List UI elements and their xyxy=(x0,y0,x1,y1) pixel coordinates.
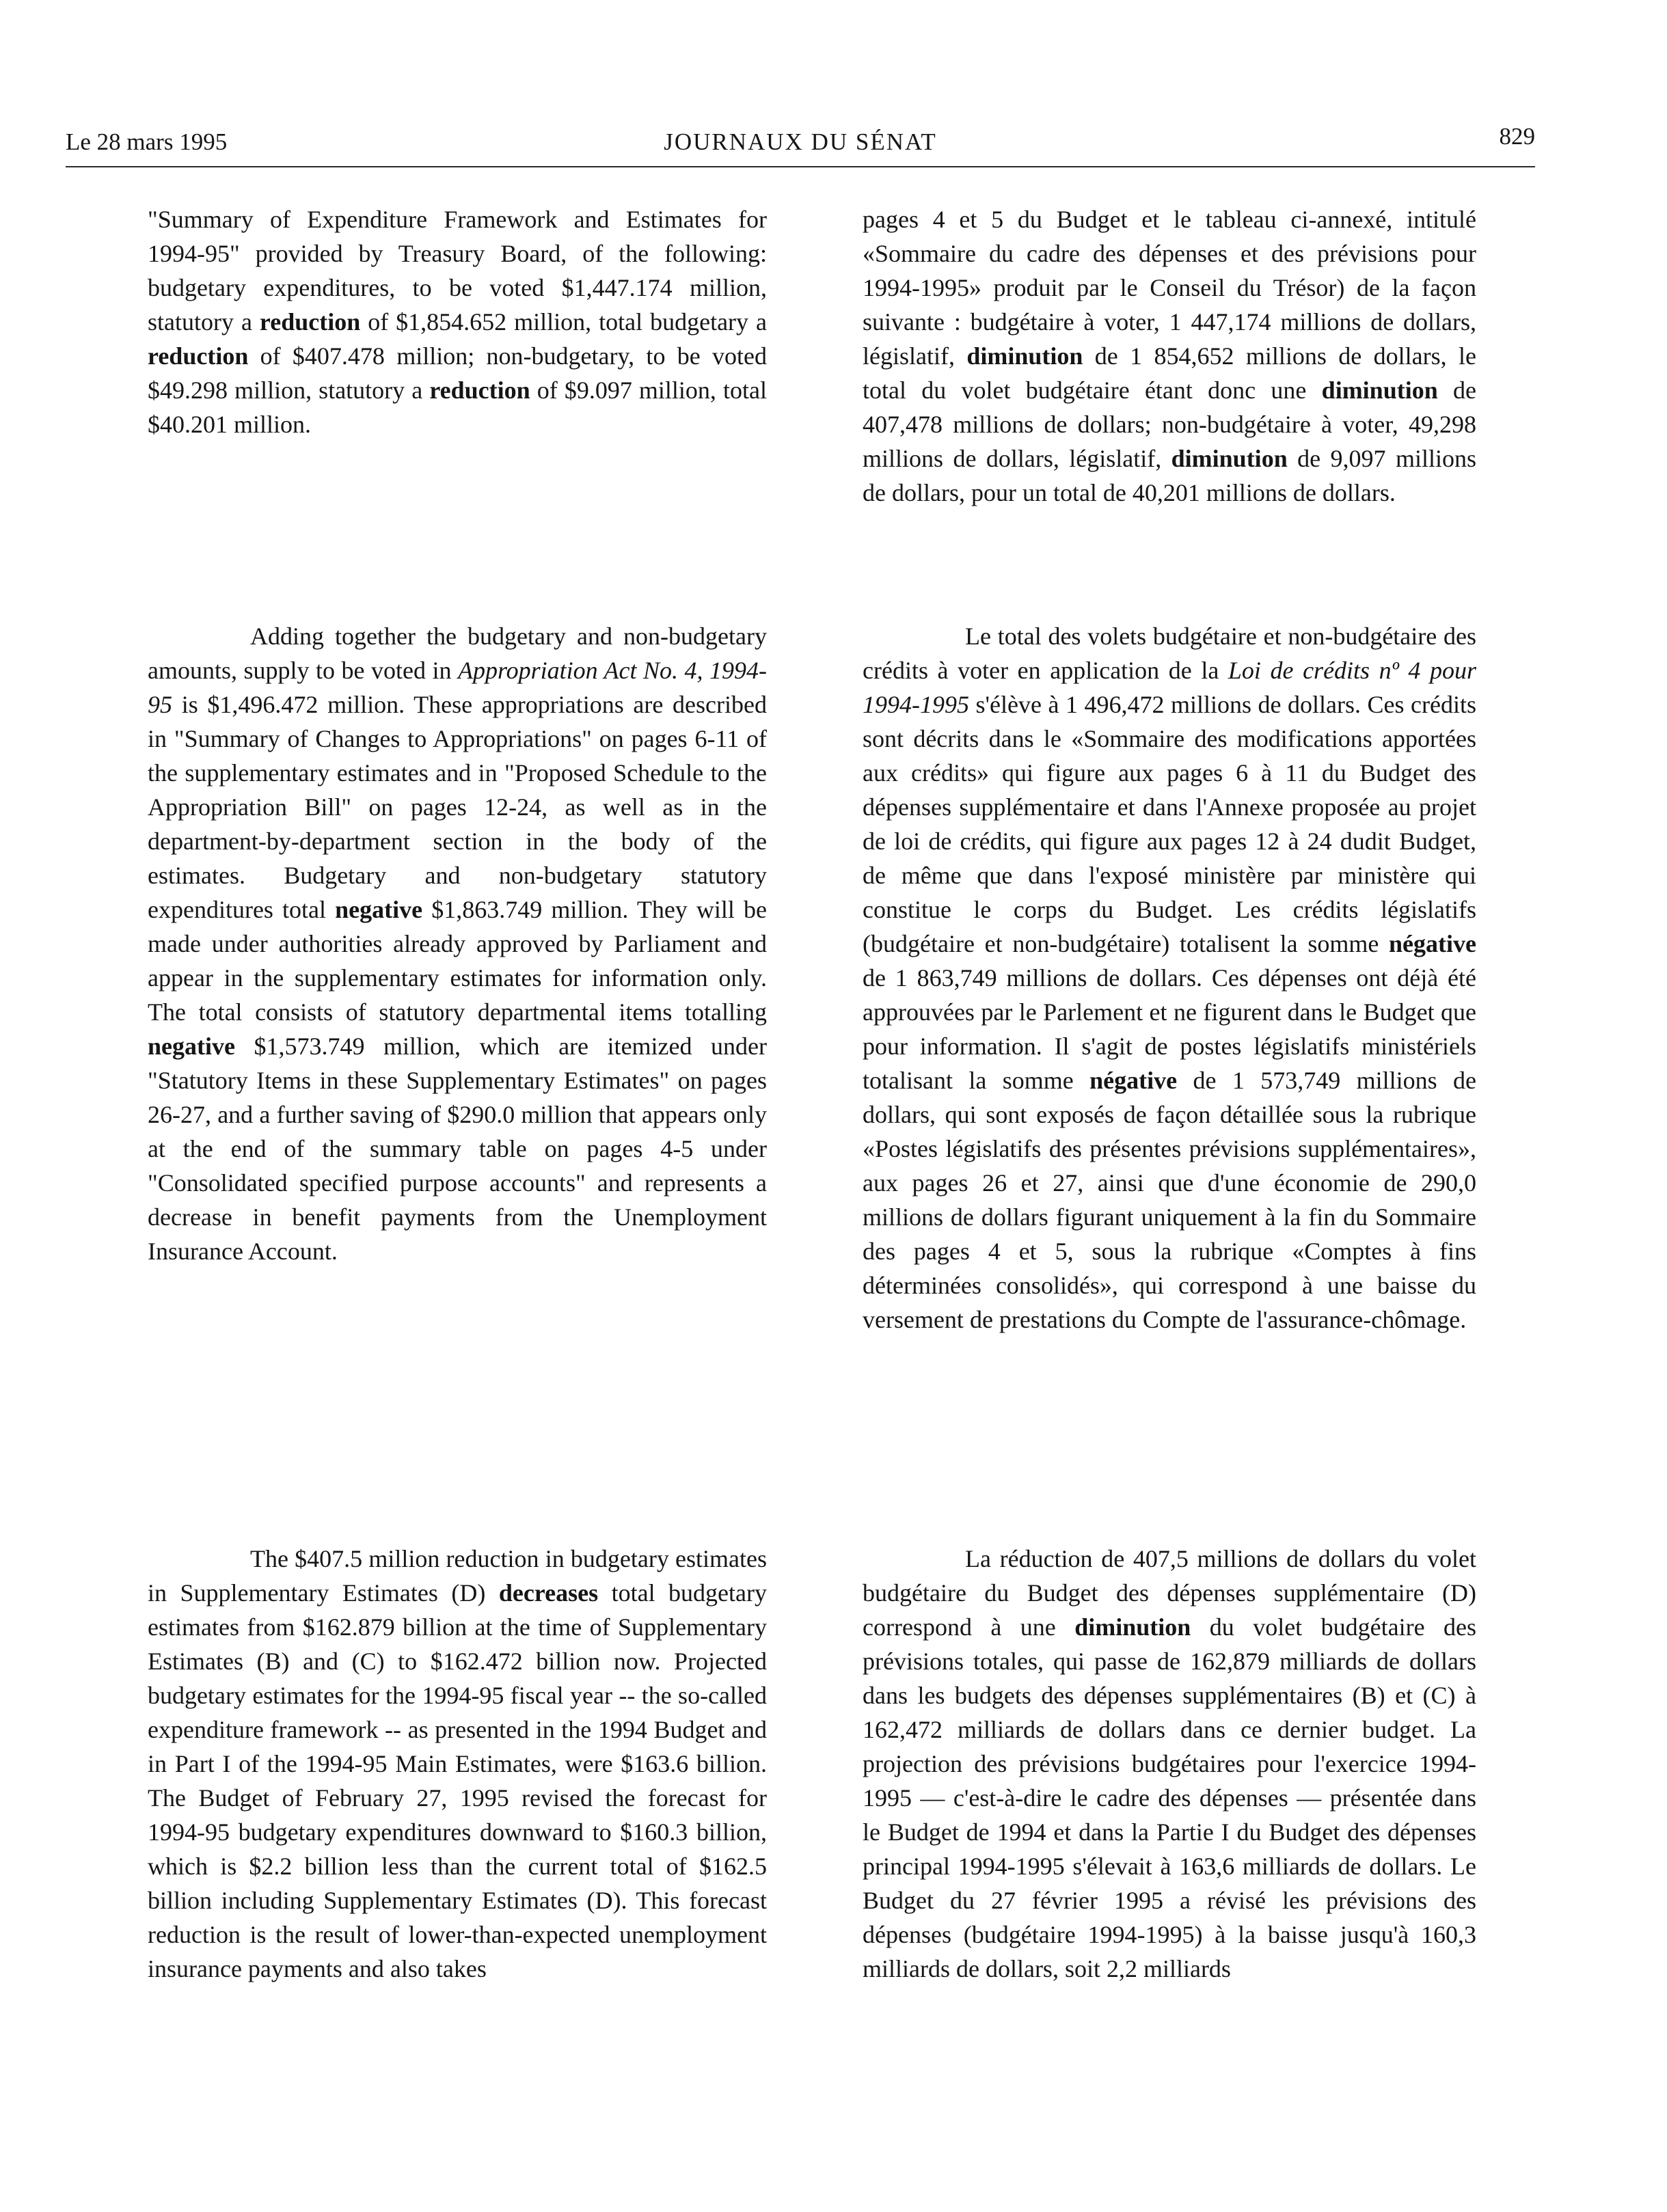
journal-title: JOURNAUX DU SÉNAT xyxy=(664,128,937,155)
header-rule xyxy=(66,166,1535,167)
english-paragraph-2: Adding together the budgetary and non-budgetary amounts, supply to be voted in Appropriation Act No. 4, 1994-95 is $1,496.472 million. These appropriations are described in "Summary of Changes to Appropriations" on pages 6-11 of the supplementary estimates and in "Proposed Schedule to the Appropriation Bill" on pages 12-24, as well as in the department-by-department section in the body of the estimates. Budgetary and non-budgetary statutory expenditures total negative $1,863.749 million. They will be made under authorities already approved by Parliament and appear in the supplementary estimates for information only. The total consists of statutory departmental items totalling negative $1,573.749 million, which are itemized under "Statutory Items in these Supplementary Estimates" on pages 26-27, and a further saving of $290.0 million that appears only at the end of the summary table on pages 4-5 under "Consolidated specified purpose accounts" and represents a decrease in benefit payments from the Unemployment Insurance Account. xyxy=(148,623,768,1265)
page-number: 829 xyxy=(1499,123,1535,150)
english-paragraph-3: The $407.5 million reduction in budgetary estimates in Supplementary Estimates (D) decreases total budgetary estimates from $162.879 billion at the time of Supplementary Estimates (B) and (C) to $162.472 billion now. Projected budgetary estimates for the 1994-95 fiscal year -- the so-called expenditure framework -- as presented in the 1994 Budget and in Part I of the 1994-95 Main Estimates, were $163.6 billion. The Budget of February 27, 1995 revised the forecast for 1994-95 budgetary expenditures downward to $160.3 billion, which is $2.2 billion less than the current total of $162.5 billion including Supplementary Estimates (D). This forecast reduction is the result of lower-than-expected unemployment insurance payments and also takes xyxy=(148,1545,767,1982)
french-paragraph-1: pages 4 et 5 du Budget et le tableau ci-annexé, intitulé «Sommaire du cadre des dépenses et des prévisions pour 1994-1995» produit par le Conseil du Trésor) de la façon suivante : budgétaire à voter, 1 447,174 millions de dollars, législatif, diminution de 1 854,652 millions de dollars, le total du volet budgétaire étant donc une diminution de 407,478 millions de dollars; non-budgétaire à voter, 49,298 millions de dollars, législatif, diminution de 9,097 millions de dollars, pour un total de 40,201 millions de dollars. xyxy=(863,206,1476,506)
english-paragraph-1: "Summary of Expenditure Framework and Estimates for 1994-95" provided by Treasury Board, of the following: budgetary expenditures, to be voted $1,447.174 million, statutory a reduction of $1,854.652 million, total budgetary a reduction of $407.478 million; non-budgetary, to be voted $49.298 million, statutory a reduction of $9.097 million, total $40.201 million. xyxy=(148,206,767,438)
french-paragraph-2: Le total des volets budgétaire et non-budgétaire des crédits à voter en application de la Loi de crédits nº 4 pour 1994-1995 s'élève à 1 496,472 millions de dollars. Ces crédits sont décrits dans le «Sommaire des modifications apportées aux crédits» qui figure aux pages 6 à 11 du Budget des dépenses supplémentaire et dans l'Annexe proposée au projet de loi de crédits, qui figure aux pages 12 à 24 dudit Budget, de même que dans l'exposé ministère par ministère qui constitue le corps du Budget. Les crédits législatifs (budgétaire et non-budgétaire) totalisent la somme négative de 1 863,749 millions de dollars. Ces dépenses ont déjà été approuvées par le Parlement et ne figurent dans le Budget que pour information. Il s'agit de postes législatifs ministériels totalisant la somme négative de 1 573,749 millions de dollars, qui sont exposés de façon détaillée sous la rubrique «Postes législatifs des présentes prévisions supplémentaires», aux pages 26 et 27, ainsi que d'une économie de 290,0 millions de dollars figurant uniquement à la fin du Sommaire des pages 4 et 5, sous la rubrique «Comptes à fins déterminées consolidés», qui correspond à une baisse du versement de prestations du Compte de l'assurance-chômage. xyxy=(863,623,1476,1333)
french-paragraph-3: La réduction de 407,5 millions de dollars du volet budgétaire du Budget des dépenses supplémentaire (D) correspond à une diminution du volet budgétaire des prévisions totales, qui passe de 162,879 milliards de dollars dans les budgets des dépenses supplémentaires (B) et (C) à 162,472 milliards de dollars dans ce dernier budget. La projection des prévisions budgétaires pour l'exercice 1994-1995 — c'est-à-dire le cadre des dépenses — présentée dans le Budget de 1994 et dans la Partie I du Budget des dépenses principal 1994-1995 s'élevait à 163,6 milliards de dollars. Le Budget du 27 février 1995 a révisé les prévisions des dépenses (budgétaire 1994-1995) à la baisse jusqu'à 160,3 milliards de dollars, soit 2,2 milliards xyxy=(863,1545,1476,1982)
running-header xyxy=(66,123,1535,164)
header-date: Le 28 mars 1995 xyxy=(66,128,228,155)
